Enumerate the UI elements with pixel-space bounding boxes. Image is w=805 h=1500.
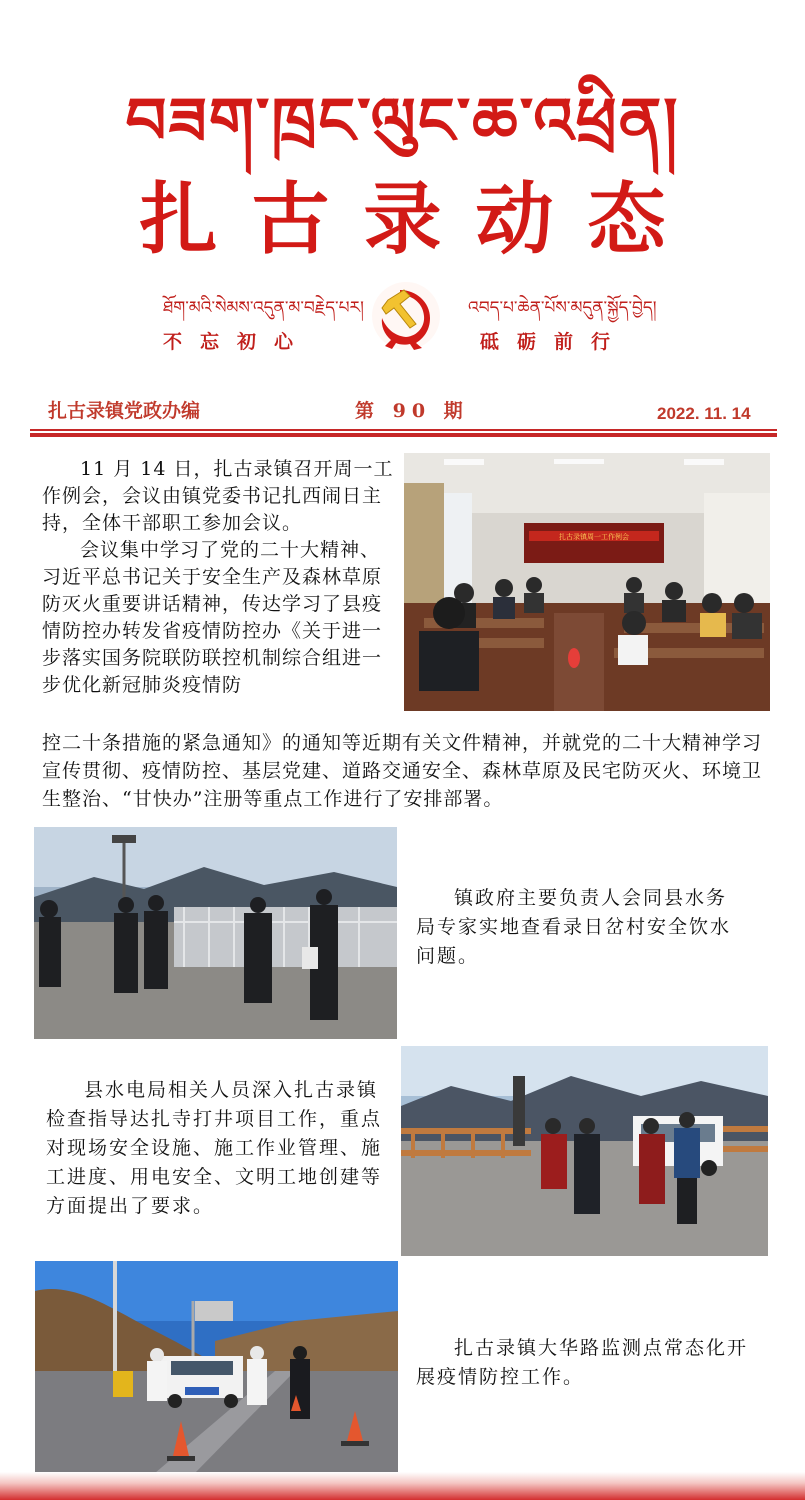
header-rule-thick <box>30 433 777 437</box>
slogan-left-tibetan: ཐོག་མའི་སེམས་འདུན་མ་བརྗེད་པར། <box>163 298 364 318</box>
editor-label: 扎古录镇党政办编 <box>48 400 201 422</box>
article-paragraph-2-continued: 控二十条措施的紧急通知》的通知等近期有关文件精神，并就党的二十大精神学习宣传贯彻、疫情防控、基层党建、道路交通安全、森林草原及民宅防灭火、环境卫生整治、“甘快办”注册等重点工作进行了安排部署。 <box>42 732 763 810</box>
footer-band <box>0 1472 805 1500</box>
well-project-photo <box>401 1046 768 1256</box>
water-inspection-photo <box>34 827 397 1039</box>
meeting-photo <box>404 453 770 711</box>
issue-date: 2022. 11. 14 <box>657 404 751 423</box>
article-continued <box>42 729 772 813</box>
slogan-right-tibetan: འབད་པ་ཆེན་པོས་མདུན་སྐྱོད་བྱེད། <box>468 298 657 318</box>
article-lead <box>42 456 398 699</box>
issue-number: 第 90 期 <box>355 400 469 422</box>
header-rule <box>30 429 777 431</box>
tibetan-title: བཟག་ཁྲང་ལུང་ཆ་འཕྲིན། <box>125 85 680 159</box>
checkpoint-photo <box>35 1261 398 1473</box>
slogan-right-chinese: 砥砺前行 <box>480 331 629 353</box>
party-emblem-icon <box>370 280 442 352</box>
caption-checkpoint: 扎古录镇大华路监测点常态化开展疫情防控工作。 <box>416 1337 749 1388</box>
slogan-left-chinese: 不忘初心 <box>163 331 312 353</box>
article-paragraph-2: 会议集中学习了党的二十大精神、习近平总书记关于安全生产及森林草原防灭火重要讲话精神，传达学习了县疫情防控办转发省疫情防控办《关于进一步落实国务院联防联控机制综合组进一步优化新冠肺炎疫情防 <box>42 539 383 696</box>
caption-power: 县水电局相关人员深入扎古录镇检查指导达扎寺打井项目工作，重点对现场安全设施、施工作业管理、施工进度、用电安全、文明工地创建等方面提出了要求。 <box>46 1079 383 1217</box>
meeting-banner-text: 扎古录镇周一工作例会 <box>559 533 629 541</box>
newsletter-title: 扎古录动态 <box>139 174 700 265</box>
article-paragraph-1: 11 月 14 日，扎古录镇召开周一工作例会，会议由镇党委书记扎西闹日主持，全体干部职工参加会议。 <box>42 458 394 534</box>
caption-water: 镇政府主要负责人会同县水务局专家实地查看录日岔村安全饮水问题。 <box>416 887 732 967</box>
